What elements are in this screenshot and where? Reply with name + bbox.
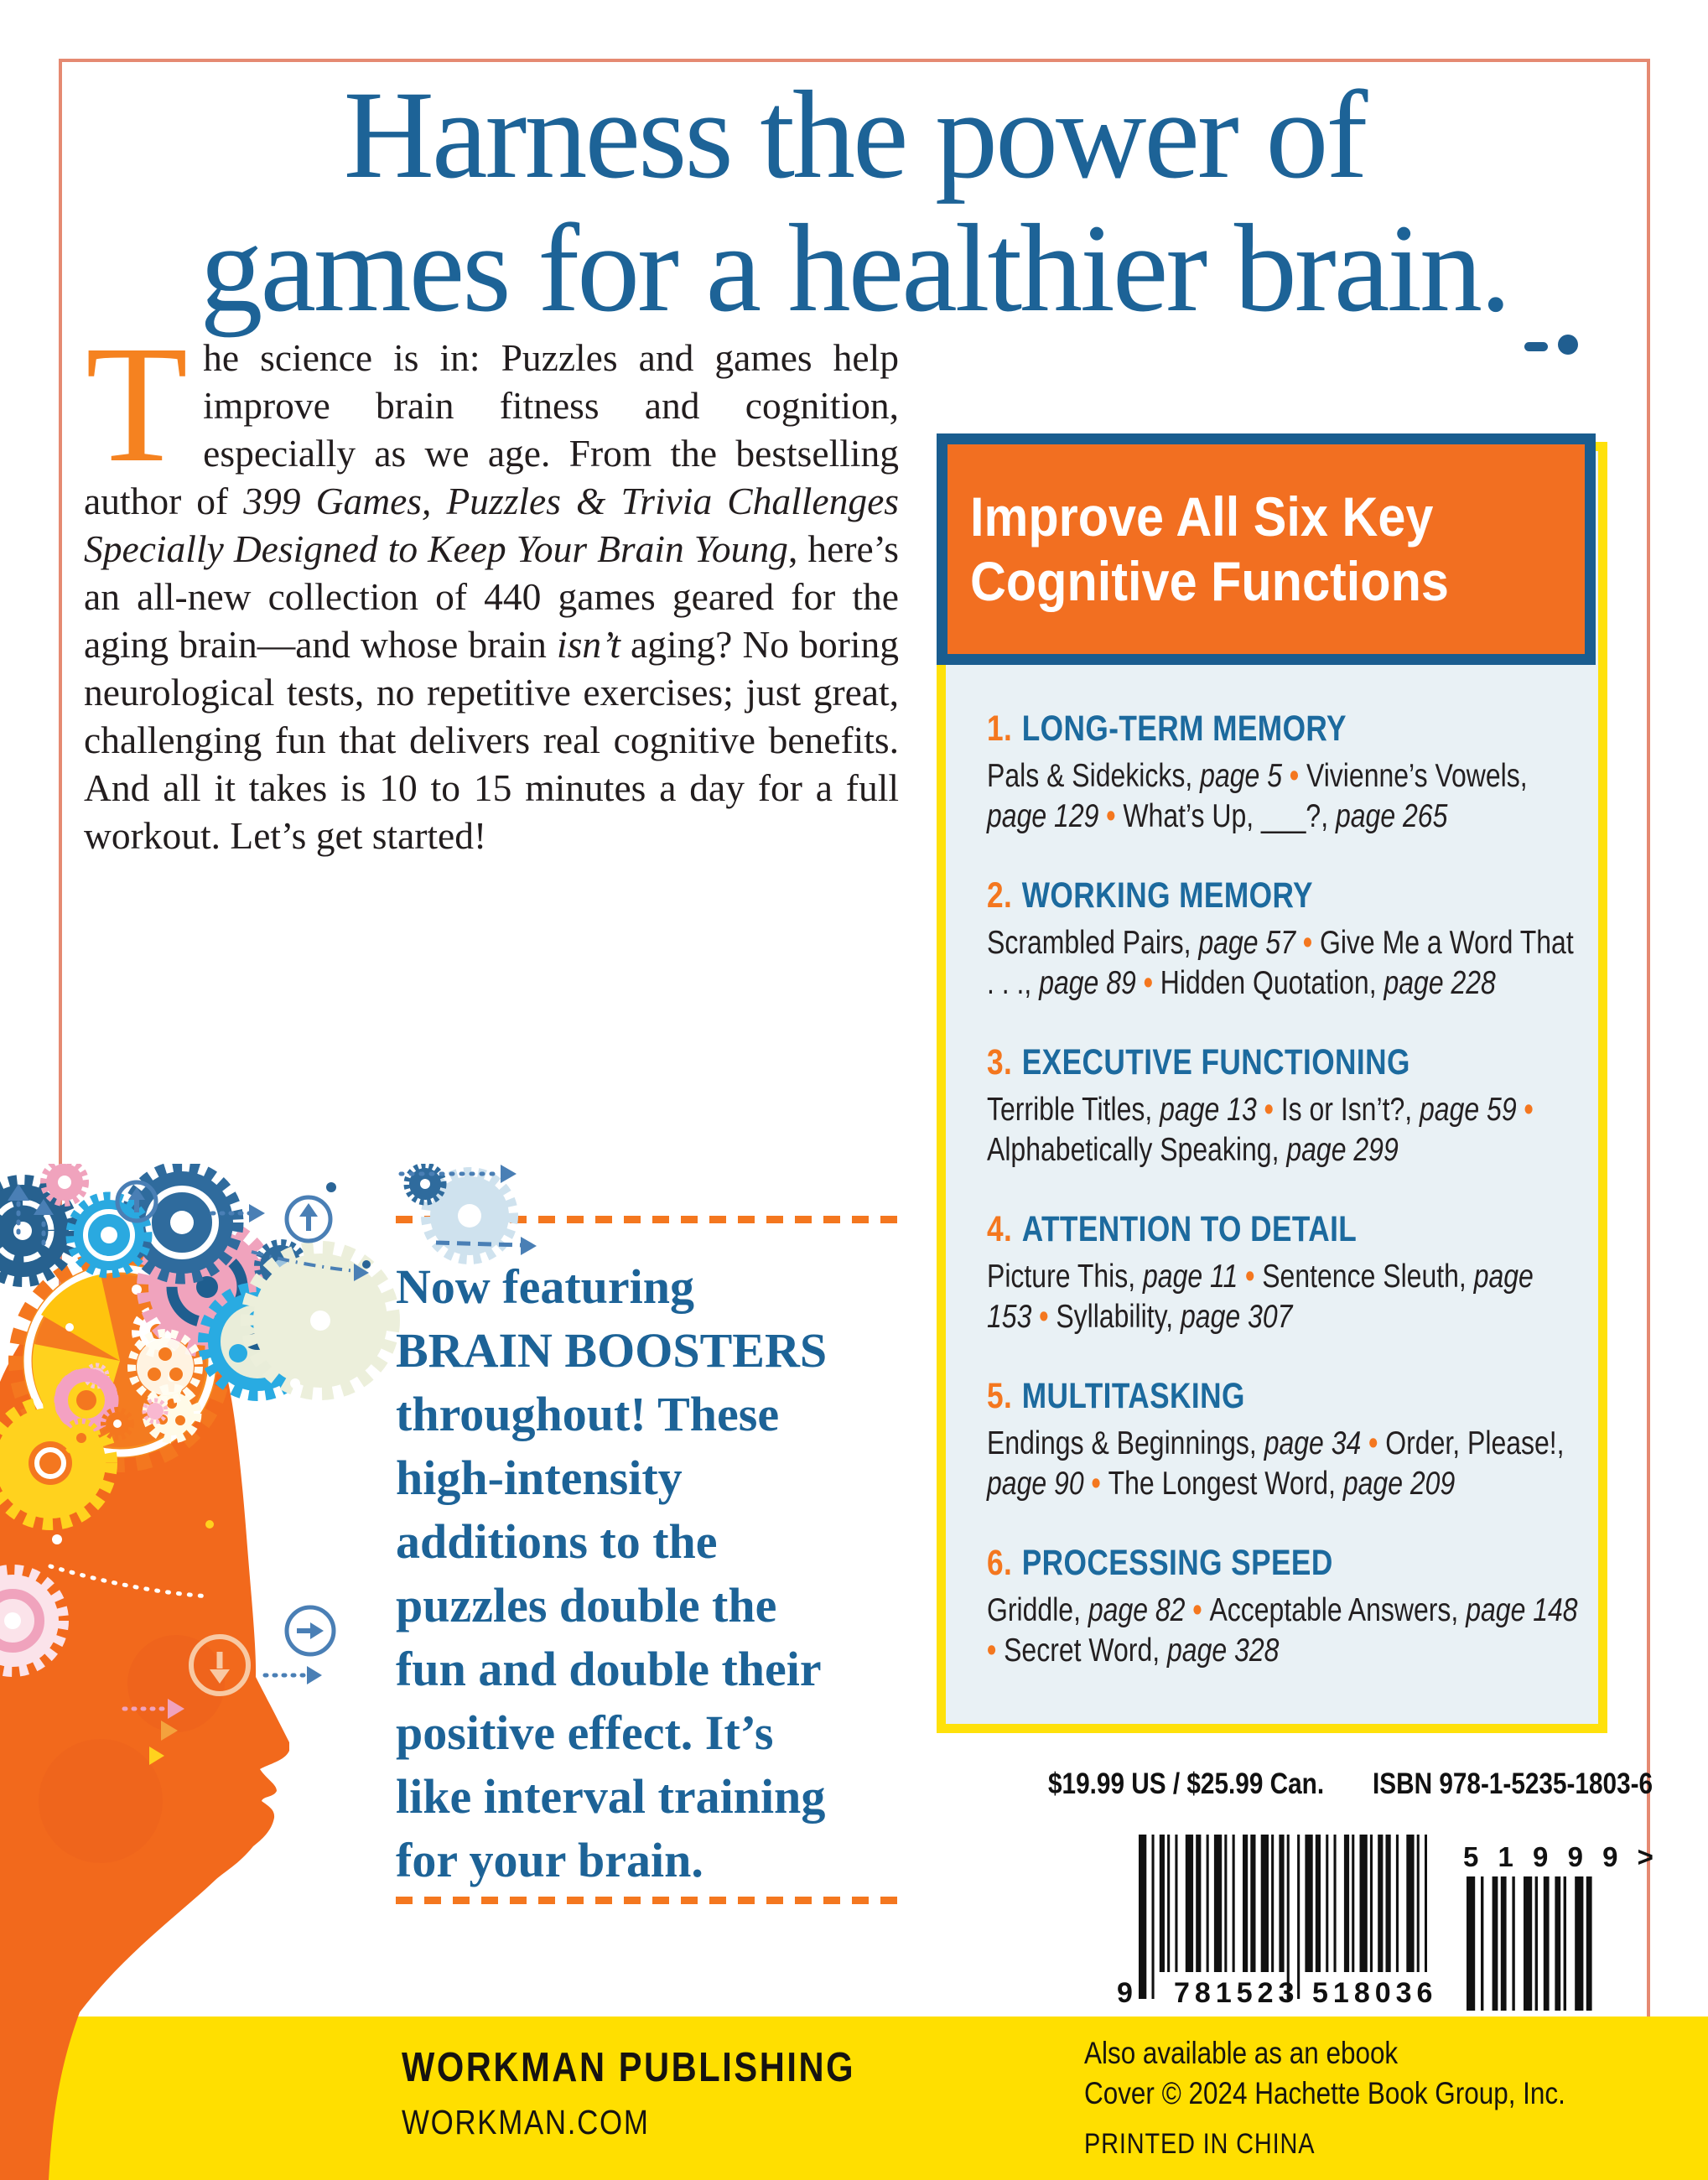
barcode-digits-mid: 781523 — [1174, 1977, 1300, 2009]
frame-right — [1647, 59, 1650, 2016]
gear-pink-small — [44, 1164, 86, 1203]
drop-cap: T — [86, 312, 189, 497]
cover-copyright: Cover © 2024 Hachette Book Group, Inc. — [1084, 2076, 1565, 2110]
dot-decoration — [1558, 335, 1578, 355]
headline-line1: Harness the power of — [343, 65, 1366, 205]
barcode-digit-left: 9 — [1117, 1977, 1138, 2009]
arrow-up-circled-2 — [287, 1197, 330, 1241]
isbn-label: ISBN 978-1-5235-1803-6 — [1373, 1767, 1653, 1800]
barcode-digits-right: 518036 — [1312, 1977, 1438, 2009]
barcode-supplement-digits: 5 1 9 9 9 > — [1463, 1841, 1659, 1872]
arrow-right-dotted-mid — [265, 1666, 322, 1684]
arrow-right-circled — [287, 1607, 334, 1654]
headline-line2: games for a healthier brain. — [200, 199, 1509, 338]
printed-in-china: PRINTED IN CHINA — [1084, 2128, 1316, 2160]
panel-title-line1: Improve All Six Key — [970, 485, 1434, 548]
headline — [59, 65, 1650, 338]
intro-paragraph: The science is in: Puzzles and games help improve brain fitness and cognition, especially as we age. From the bestselling author of 399 Games, Puzzles & Trivia Challenges Specially Designed to Keep Your Brain Young, here’s an all-new collection of 440 games geared for the aging brain—and whose brain isn’t aging? No boring neurological tests, no repetitive exercises; just great, challenging fun that delivers real cognitive benefits. And all it takes is 10 to 15 minutes a day for a full workout. Let’s get started! — [84, 312, 900, 857]
cognitive-function-item: 3. EXECUTIVE FUNCTIONING Terrible Titles, page 13 • Is or Isn’t?, page 59 • Alphabetically Speaking, page 299 — [987, 1042, 1534, 1168]
dash-decoration — [1524, 342, 1548, 351]
gear-cream — [248, 1248, 392, 1393]
cognitive-function-item: 6. PROCESSING SPEED Griddle, page 82 • Acceptable Answers, page 148 • Secret Word, page 328 — [987, 1543, 1578, 1669]
brain-boosters-callout: Now featuring BRAIN BOOSTERS throughout! These high-intensity additions to the puzzles double the fun and double their positive effect. It’s like interval training for your brain. — [396, 1259, 828, 1887]
ebook-note: Also available as an ebook — [1084, 2036, 1399, 2070]
cognitive-function-item: 1. LONG-TERM MEMORY Pals & Sidekicks, page 5 • Vivienne’s Vowels, page 129 • What’s Up, ___?, page 265 — [987, 708, 1528, 834]
cognitive-function-item: 2. WORKING MEMORY Scrambled Pairs, page 57 • Give Me a Word That . . ., page 89 • Hidden Quotation, page 228 — [987, 875, 1574, 1001]
panel-header — [937, 433, 1596, 665]
cognitive-function-item: 4. ATTENTION TO DETAIL Picture This, page 11 • Sentence Sleuth, page 153 • Syllability, page 307 — [987, 1209, 1534, 1335]
panel-title-line2: Cognitive Functions — [970, 550, 1449, 612]
brain-gears-illustration — [0, 1164, 570, 2180]
price: $19.99 US / $25.99 Can. — [1048, 1767, 1325, 1800]
frame-top — [59, 59, 1650, 62]
panel-title — [947, 485, 1449, 613]
pricing-row — [1048, 1767, 1653, 1801]
publisher-website[interactable]: WORKMAN.COM — [402, 2103, 650, 2141]
barcode-supplement — [1463, 1876, 1606, 2015]
cognitive-function-item: 5. MULTITASKING Endings & Beginnings, page 34 • Order, Please!, page 90 • The Longest Word, page 209 — [987, 1376, 1565, 1502]
panel-list — [987, 708, 1585, 1710]
publisher-name: WORKMAN PUBLISHING — [402, 2045, 856, 2090]
